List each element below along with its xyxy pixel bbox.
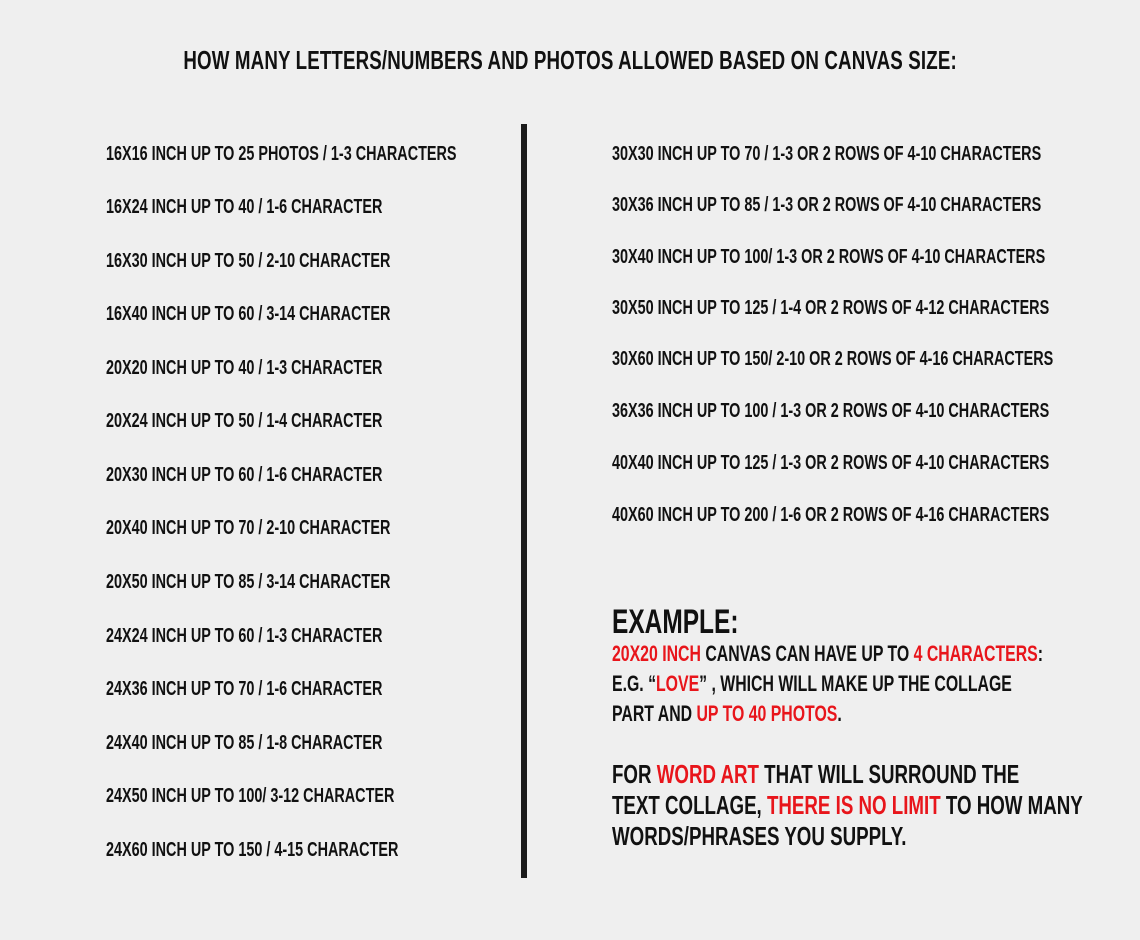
list-item: 20X24 INCH UP TO 50 / 1-4 CHARACTER xyxy=(106,410,383,432)
word-art-text: THAT WILL SURROUND THE xyxy=(758,759,1020,789)
example-text: CANVAS CAN HAVE UP TO xyxy=(700,641,914,666)
highlight-photo-count: UP TO 40 PHOTOS xyxy=(696,701,838,726)
example-text: : xyxy=(1037,641,1044,666)
list-item: 30X60 INCH UP TO 150/ 2-10 OR 2 ROWS OF 4-16 CHARACTERS xyxy=(612,348,1054,370)
example-line-2 xyxy=(612,669,1140,699)
list-item: 30X50 INCH UP TO 125 / 1-4 OR 2 ROWS OF 4-12 CHARACTERS xyxy=(612,297,1050,319)
word-art-line-1 xyxy=(612,758,1140,790)
list-item: 24X60 INCH UP TO 150 / 4-15 CHARACTER xyxy=(106,839,399,861)
list-item: 40X60 INCH UP TO 200 / 1-6 OR 2 ROWS OF 4-16 CHARACTERS xyxy=(612,504,1050,526)
word-art-text: TEXT COLLAGE, xyxy=(612,790,767,820)
highlight-canvas-size: 20X20 INCH xyxy=(612,641,701,666)
column-divider xyxy=(521,124,527,878)
highlight-character-count: 4 CHARACTERS xyxy=(913,641,1038,666)
list-item: 20X40 INCH UP TO 70 / 2-10 CHARACTER xyxy=(106,517,391,539)
list-item: 16X24 INCH UP TO 40 / 1-6 CHARACTER xyxy=(106,196,383,218)
word-art-line-2 xyxy=(612,789,1140,821)
list-item: 40X40 INCH UP TO 125 / 1-3 OR 2 ROWS OF 4-10 CHARACTERS xyxy=(612,452,1050,474)
example-text: E.G. “ xyxy=(612,671,657,696)
list-item: 24X50 INCH UP TO 100/ 3-12 CHARACTER xyxy=(106,785,395,807)
example-text: . xyxy=(837,701,842,726)
list-item: 36X36 INCH UP TO 100 / 1-3 OR 2 ROWS OF 4-10 CHARACTERS xyxy=(612,400,1050,422)
example-text: ” , WHICH WILL MAKE UP THE COLLAGE xyxy=(699,671,1012,696)
list-item: 20X20 INCH UP TO 40 / 1-3 CHARACTER xyxy=(106,357,383,379)
word-art-line-3 xyxy=(612,820,1021,852)
list-item: 24X40 INCH UP TO 85 / 1-8 CHARACTER xyxy=(106,732,383,754)
page-title: HOW MANY LETTERS/NUMBERS AND PHOTOS ALLOWED BASED ON CANVAS SIZE: xyxy=(183,45,957,75)
list-item: 16X16 INCH UP TO 25 PHOTOS / 1-3 CHARACTERS xyxy=(106,143,457,165)
list-item: 16X40 INCH UP TO 60 / 3-14 CHARACTER xyxy=(106,303,391,325)
example-heading: EXAMPLE: xyxy=(612,603,739,641)
highlight-word-art: WORD ART xyxy=(656,759,759,789)
list-item: 30X40 INCH UP TO 100/ 1-3 OR 2 ROWS OF 4-10 CHARACTERS xyxy=(612,246,1046,268)
word-art-text: WORDS/PHRASES YOU SUPPLY. xyxy=(612,821,907,851)
word-art-text: FOR xyxy=(612,759,657,789)
list-item: 20X50 INCH UP TO 85 / 3-14 CHARACTER xyxy=(106,571,391,593)
list-item: 30X30 INCH UP TO 70 / 1-3 OR 2 ROWS OF 4-10 CHARACTERS xyxy=(612,143,1042,165)
list-item: 24X36 INCH UP TO 70 / 1-6 CHARACTER xyxy=(106,678,383,700)
highlight-no-limit: THERE IS NO LIMIT xyxy=(766,790,941,820)
example-line-3 xyxy=(612,699,931,729)
example-text: PART AND xyxy=(612,701,697,726)
list-item: 24X24 INCH UP TO 60 / 1-3 CHARACTER xyxy=(106,625,383,647)
highlight-word: LOVE xyxy=(656,671,700,696)
word-art-text: TO HOW MANY xyxy=(940,790,1083,820)
list-item: 16X30 INCH UP TO 50 / 2-10 CHARACTER xyxy=(106,250,391,272)
list-item: 20X30 INCH UP TO 60 / 1-6 CHARACTER xyxy=(106,464,383,486)
list-item: 30X36 INCH UP TO 85 / 1-3 OR 2 ROWS OF 4-10 CHARACTERS xyxy=(612,194,1042,216)
example-line-1 xyxy=(612,639,1140,669)
